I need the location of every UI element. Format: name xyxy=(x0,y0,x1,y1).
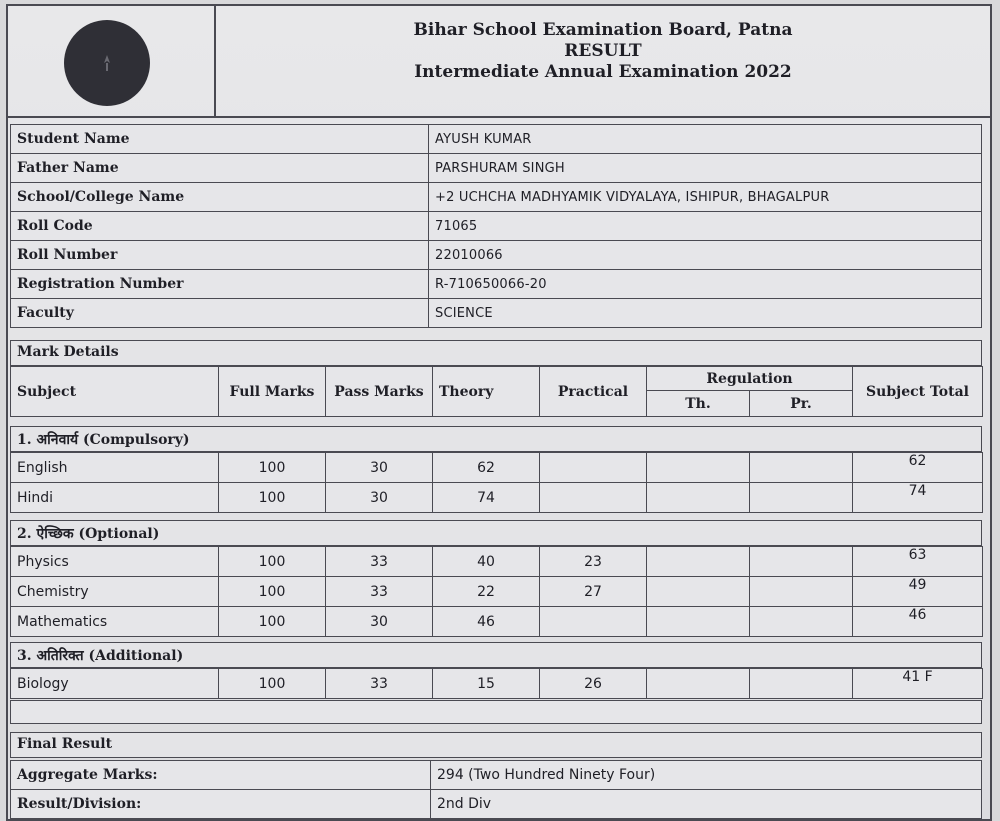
cell-pass: 30 xyxy=(326,483,433,513)
info-value: AYUSH KUMAR xyxy=(429,125,982,154)
cell-practical: 26 xyxy=(540,669,647,699)
marks-header-table xyxy=(10,366,983,417)
info-row xyxy=(11,183,982,212)
board-logo xyxy=(64,20,150,106)
cell-pr xyxy=(750,577,853,607)
cell-total: 63 xyxy=(853,547,983,577)
cell-th xyxy=(647,483,750,513)
cell-subject: Chemistry xyxy=(11,577,219,607)
cell-th xyxy=(647,547,750,577)
subject-row xyxy=(11,577,983,607)
marks-table xyxy=(10,546,983,637)
cell-practical: 23 xyxy=(540,547,647,577)
board-name: Bihar School Examination Board, Patna xyxy=(413,20,793,40)
cell-full: 100 xyxy=(219,547,326,577)
marks-table xyxy=(10,668,983,699)
cell-pass: 33 xyxy=(326,669,433,699)
emblem-icon xyxy=(95,51,119,75)
mark-details-heading: Mark Details xyxy=(10,340,982,366)
cell-total: 41 F xyxy=(853,669,983,699)
cell-full: 100 xyxy=(219,453,326,483)
cell-theory: 46 xyxy=(433,607,540,637)
cell-practical: 27 xyxy=(540,577,647,607)
info-row xyxy=(11,125,982,154)
cell-pr xyxy=(750,453,853,483)
info-row xyxy=(11,241,982,270)
logo-cell xyxy=(8,6,216,116)
cell-total: 62 xyxy=(853,453,983,483)
cell-subject: Biology xyxy=(11,669,219,699)
info-row xyxy=(11,299,982,328)
cell-pr xyxy=(750,483,853,513)
col-subject: Subject xyxy=(11,367,219,417)
cell-theory: 74 xyxy=(433,483,540,513)
col-theory: Theory xyxy=(433,367,540,417)
cell-subject: Physics xyxy=(11,547,219,577)
info-label: Registration Number xyxy=(11,270,429,299)
col-reg-th: Th. xyxy=(647,391,750,417)
info-value: R-710650066-20 xyxy=(429,270,982,299)
cell-pass: 33 xyxy=(326,577,433,607)
info-label: Father Name xyxy=(11,154,429,183)
cell-pass: 30 xyxy=(326,607,433,637)
final-result-heading: Final Result xyxy=(10,732,982,758)
cell-full: 100 xyxy=(219,577,326,607)
cell-total: 49 xyxy=(853,577,983,607)
info-label: Faculty xyxy=(11,299,429,328)
cell-practical xyxy=(540,483,647,513)
spacer-row xyxy=(10,700,982,724)
col-reg-pr: Pr. xyxy=(750,391,853,417)
marks-table xyxy=(10,452,983,513)
col-regulation: Regulation xyxy=(647,367,853,391)
cell-subject: Hindi xyxy=(11,483,219,513)
division-value: 2nd Div xyxy=(431,790,982,819)
cell-pr xyxy=(750,669,853,699)
col-pass-marks: Pass Marks xyxy=(326,367,433,417)
result-header xyxy=(8,6,990,118)
cell-th xyxy=(647,453,750,483)
group-heading: 2. ऐच्छिक (Optional) xyxy=(10,520,982,546)
info-label: Roll Code xyxy=(11,212,429,241)
cell-practical xyxy=(540,453,647,483)
info-value: 71065 xyxy=(429,212,982,241)
group-heading: 3. अतिरिक्त (Additional) xyxy=(10,642,982,668)
col-practical: Practical xyxy=(540,367,647,417)
aggregate-label: Aggregate Marks: xyxy=(11,761,431,790)
cell-practical xyxy=(540,607,647,637)
cell-total: 46 xyxy=(853,607,983,637)
info-value: PARSHURAM SINGH xyxy=(429,154,982,183)
group-heading: 1. अनिवार्य (Compulsory) xyxy=(10,426,982,452)
info-row xyxy=(11,270,982,299)
final-result-table xyxy=(10,760,982,819)
info-row xyxy=(11,154,982,183)
cell-full: 100 xyxy=(219,483,326,513)
cell-subject: Mathematics xyxy=(11,607,219,637)
cell-pass: 30 xyxy=(326,453,433,483)
cell-theory: 15 xyxy=(433,669,540,699)
info-row xyxy=(11,212,982,241)
cell-pr xyxy=(750,547,853,577)
division-label: Result/Division: xyxy=(11,790,431,819)
student-info-table xyxy=(10,124,982,328)
subject-row xyxy=(11,547,983,577)
title-block xyxy=(216,6,990,116)
cell-subject: English xyxy=(11,453,219,483)
cell-total: 74 xyxy=(853,483,983,513)
col-full-marks: Full Marks xyxy=(219,367,326,417)
info-value: 22010066 xyxy=(429,241,982,270)
result-title: RESULT xyxy=(564,41,642,61)
info-value: +2 UCHCHA MADHYAMIK VIDYALAYA, ISHIPUR, BHAGALPUR xyxy=(429,183,982,212)
cell-theory: 40 xyxy=(433,547,540,577)
info-label: Roll Number xyxy=(11,241,429,270)
cell-theory: 62 xyxy=(433,453,540,483)
info-value: SCIENCE xyxy=(429,299,982,328)
cell-th xyxy=(647,607,750,637)
col-subject-total: Subject Total xyxy=(853,367,983,417)
info-label: Student Name xyxy=(11,125,429,154)
cell-full: 100 xyxy=(219,669,326,699)
cell-pass: 33 xyxy=(326,547,433,577)
cell-theory: 22 xyxy=(433,577,540,607)
subject-row xyxy=(11,453,983,483)
subject-row xyxy=(11,669,983,699)
info-label: School/College Name xyxy=(11,183,429,212)
cell-full: 100 xyxy=(219,607,326,637)
cell-pr xyxy=(750,607,853,637)
subject-row xyxy=(11,483,983,513)
aggregate-value: 294 (Two Hundred Ninety Four) xyxy=(431,761,982,790)
cell-th xyxy=(647,669,750,699)
cell-th xyxy=(647,577,750,607)
exam-name: Intermediate Annual Examination 2022 xyxy=(414,62,792,82)
subject-row xyxy=(11,607,983,637)
